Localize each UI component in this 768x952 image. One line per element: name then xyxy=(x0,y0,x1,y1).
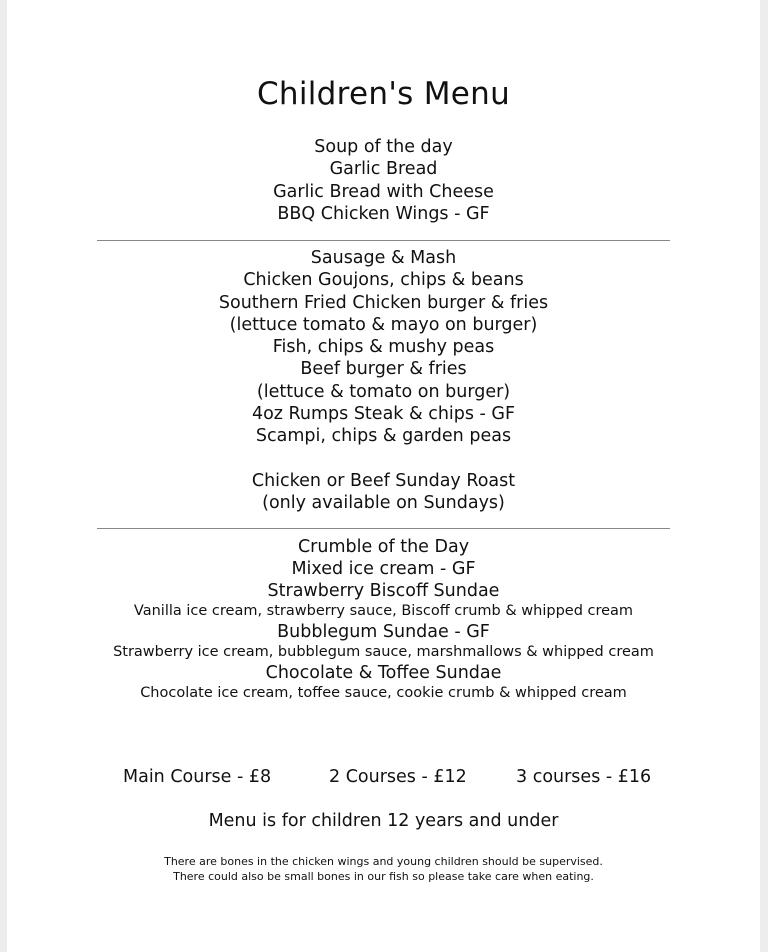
safety-line: There could also be small bones in our fish so please take care when eating. xyxy=(173,870,594,883)
mains-section xyxy=(7,247,760,515)
starter-item: BBQ Chicken Wings - GF xyxy=(277,203,490,224)
desserts-section xyxy=(7,536,760,703)
main-item: 4oz Rumps Steak & chips - GF xyxy=(251,404,516,425)
starter-item: Garlic Bread xyxy=(329,159,438,180)
age-restriction-note: Menu is for children 12 years and under xyxy=(208,811,559,831)
spacer xyxy=(7,448,760,470)
dessert-item: Chocolate & Toffee Sundae xyxy=(265,663,502,683)
safety-note xyxy=(7,854,760,884)
section-divider xyxy=(97,240,670,241)
starters-section xyxy=(7,136,760,225)
price-row xyxy=(7,765,760,789)
main-item: Scampi, chips & garden peas xyxy=(255,426,512,447)
sunday-roast-note: (only available on Sundays) xyxy=(262,493,505,514)
dessert-item: Bubblegum Sundae - GF xyxy=(277,622,490,642)
dessert-item: Crumble of the Day xyxy=(297,537,470,557)
menu-page xyxy=(7,0,760,952)
main-item: Chicken Goujons, chips & beans xyxy=(243,270,524,291)
price-three-courses: 3 courses - £16 xyxy=(516,767,652,787)
section-divider xyxy=(97,528,670,529)
dessert-description: Vanilla ice cream, strawberry sauce, Biscoff crumb & whipped cream xyxy=(133,603,634,619)
price-main-course: Main Course - £8 xyxy=(123,767,272,787)
main-item: Southern Fried Chicken burger & fries xyxy=(218,292,549,313)
main-item: Fish, chips & mushy peas xyxy=(272,337,495,358)
dessert-item: Strawberry Biscoff Sundae xyxy=(267,581,500,601)
safety-line: There are bones in the chicken wings and young children should be supervised. xyxy=(164,855,603,868)
main-item-note: (lettuce tomato & mayo on burger) xyxy=(229,314,538,335)
menu-title: Children's Menu xyxy=(256,76,511,112)
dessert-item: Mixed ice cream - GF xyxy=(291,559,476,579)
starter-item: Garlic Bread with Cheese xyxy=(273,181,494,202)
main-item-note: (lettuce & tomato on burger) xyxy=(256,381,511,402)
main-item: Sausage & Mash xyxy=(310,248,457,268)
main-item: Beef burger & fries xyxy=(300,359,467,380)
sunday-roast: Chicken or Beef Sunday Roast xyxy=(251,470,516,491)
dessert-description: Strawberry ice cream, bubblegum sauce, marshmallows & whipped cream xyxy=(113,644,654,660)
starter-item: Soup of the day xyxy=(314,137,453,157)
dessert-description: Chocolate ice cream, toffee sauce, cookie crumb & whipped cream xyxy=(140,685,627,701)
price-two-courses: 2 Courses - £12 xyxy=(329,767,467,787)
